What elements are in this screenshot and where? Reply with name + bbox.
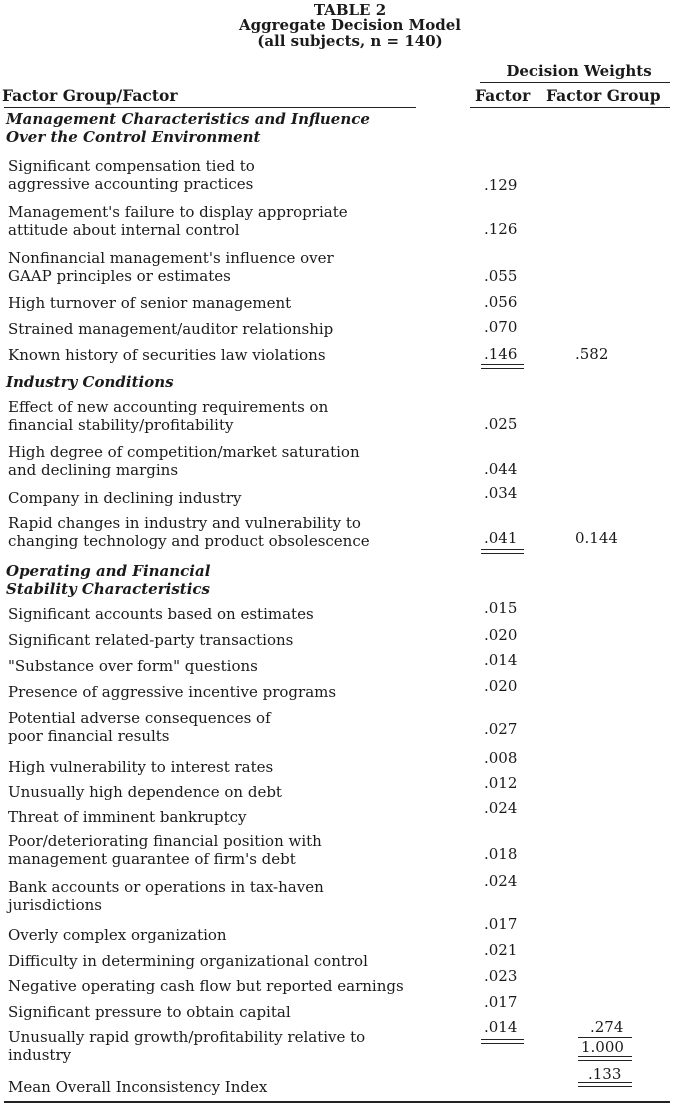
table-row: High turnover of senior management bbox=[8, 294, 292, 312]
table-row: Management's failure to display appropriate attitude about internal control bbox=[8, 203, 348, 239]
subtotal-rule bbox=[481, 549, 524, 550]
subtotal-rule bbox=[481, 553, 524, 554]
table-row: Presence of aggressive incentive programs bbox=[8, 683, 337, 701]
group-weight: .582 bbox=[575, 345, 609, 363]
table-bottom-rule bbox=[4, 1101, 670, 1103]
factor-value: .126 bbox=[484, 220, 518, 238]
factor-value: .070 bbox=[484, 318, 518, 336]
table-row: Unusually high dependence on debt bbox=[8, 783, 282, 801]
table-row: Nonfinancial management's influence over GAAP principles or estimates bbox=[8, 249, 334, 285]
table-row: Effect of new accounting requirements on financial stability/profitability bbox=[8, 398, 329, 434]
factor-value: .055 bbox=[484, 267, 518, 285]
group-weight: .274 bbox=[590, 1018, 624, 1036]
factor-value: .024 bbox=[484, 799, 518, 817]
section-title: Management Characteristics and Influence Over the Control Environment bbox=[6, 110, 370, 146]
table-row: Overly complex organization bbox=[8, 926, 227, 944]
decision-weights-header: Decision Weights bbox=[506, 62, 652, 80]
factor-value: .017 bbox=[484, 993, 518, 1011]
mean-inconsistency-label: Mean Overall Inconsistency Index bbox=[8, 1078, 268, 1096]
factor-value: .027 bbox=[484, 720, 518, 738]
table-row: Negative operating cash flow but reported earnings bbox=[8, 977, 404, 995]
section-title: Operating and Financial Stability Characteristics bbox=[6, 562, 211, 598]
table-title: Aggregate Decision Model bbox=[239, 16, 461, 34]
table-subtitle: (all subjects, n = 140) bbox=[257, 32, 443, 50]
table-row: Rapid changes in industry and vulnerability to changing technology and product obsolescence bbox=[8, 514, 370, 550]
table-row: High degree of competition/market saturation and declining margins bbox=[8, 443, 360, 479]
factor-value: .008 bbox=[484, 749, 518, 767]
factor-value: .129 bbox=[484, 176, 518, 194]
table-row: Difficulty in determining organizational control bbox=[8, 952, 368, 970]
mean-rule bbox=[578, 1086, 632, 1087]
table-row: Poor/deteriorating financial position with management guarantee of firm's debt bbox=[8, 832, 322, 868]
factor-value: .025 bbox=[484, 415, 518, 433]
table-row: Significant pressure to obtain capital bbox=[8, 1003, 291, 1021]
factor-column-header: Factor bbox=[475, 86, 531, 105]
factor-value: .044 bbox=[484, 460, 518, 478]
factor-value: .020 bbox=[484, 677, 518, 695]
factor-value: .056 bbox=[484, 293, 518, 311]
decision-weights-rule bbox=[480, 82, 670, 83]
factor-value: .023 bbox=[484, 967, 518, 985]
factor-value: .041 bbox=[484, 529, 518, 547]
table-row: High vulnerability to interest rates bbox=[8, 758, 274, 776]
group-weight: 0.144 bbox=[575, 529, 618, 547]
mean-inconsistency-value: .133 bbox=[588, 1065, 622, 1083]
factor-value: .021 bbox=[484, 941, 518, 959]
subtotal-rule bbox=[481, 1039, 524, 1040]
subtotal-rule bbox=[481, 364, 524, 365]
subtotal-rule bbox=[481, 368, 524, 369]
table-row: Significant related-party transactions bbox=[8, 631, 294, 649]
factor-value: .014 bbox=[484, 651, 518, 669]
header-rule-right bbox=[470, 107, 670, 108]
factor-value: .014 bbox=[484, 1018, 518, 1036]
factor-value: .034 bbox=[484, 484, 518, 502]
table-row: Potential adverse consequences of poor financial results bbox=[8, 709, 271, 745]
section-title: Industry Conditions bbox=[6, 373, 174, 391]
factor-value: .015 bbox=[484, 599, 518, 617]
factor-value: .012 bbox=[484, 774, 518, 792]
factor-value: .146 bbox=[484, 345, 518, 363]
header-rule-left bbox=[4, 107, 416, 108]
table-row: Company in declining industry bbox=[8, 489, 242, 507]
factor-group-column-header: Factor Group/Factor bbox=[2, 86, 178, 105]
table-row: Unusually rapid growth/profitability relative to industry bbox=[8, 1028, 366, 1064]
grand-total: 1.000 bbox=[581, 1038, 624, 1056]
table-row: Bank accounts or operations in tax-haven jurisdictions bbox=[8, 878, 324, 914]
factor-value: .024 bbox=[484, 872, 518, 890]
table-row: Significant accounts based on estimates bbox=[8, 605, 314, 623]
group-column-header: Factor Group bbox=[546, 86, 661, 105]
mean-rule bbox=[578, 1082, 632, 1083]
factor-value: .020 bbox=[484, 626, 518, 644]
grand-total-rule bbox=[578, 1056, 632, 1057]
table-row: Significant compensation tied to aggressive accounting practices bbox=[8, 157, 255, 193]
table-row: Threat of imminent bankruptcy bbox=[8, 808, 247, 826]
table-row: Strained management/auditor relationship bbox=[8, 320, 334, 338]
table-row: "Substance over form" questions bbox=[8, 657, 258, 675]
factor-value: .018 bbox=[484, 845, 518, 863]
subtotal-rule bbox=[481, 1043, 524, 1044]
table-number: TABLE 2 bbox=[313, 1, 387, 19]
factor-value: .017 bbox=[484, 915, 518, 933]
grand-total-rule bbox=[578, 1060, 632, 1061]
table-row: Known history of securities law violations bbox=[8, 346, 326, 364]
